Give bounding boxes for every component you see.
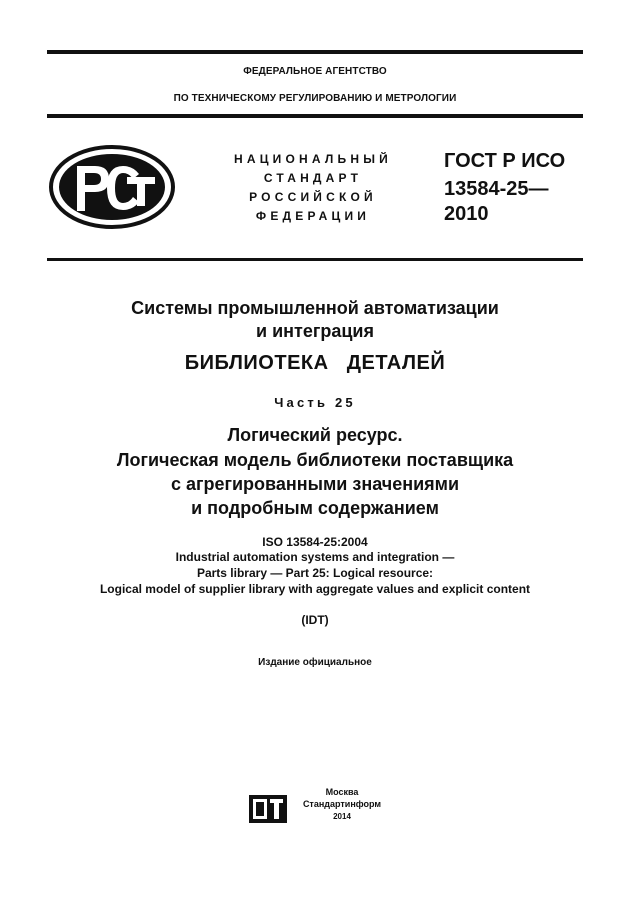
gost-designation-line-2: 13584-25— (444, 178, 549, 200)
part-title-line-4: и подробным содержанием (191, 498, 439, 518)
subtitle: БИБЛИОТЕКА ДЕТАЛЕЙ (184, 352, 446, 374)
standard-type-line-1: НАЦИОНАЛЬНЫЙ (233, 152, 393, 166)
rst-mark-icon (47, 144, 177, 230)
agency-line-1: ФЕДЕРАЛЬНОЕ АГЕНТСТВО (243, 66, 387, 77)
iso-title-line-2: Parts library — Part 25: Logical resource: (196, 566, 434, 580)
main-title-line-2: и интеграция (256, 321, 374, 341)
iso-title-line-3: Logical model of supplier library with aggregate values and explicit content (99, 582, 531, 596)
part-title-line-3: с агрегированными значениями (170, 474, 460, 494)
edition-label: Издание официальное (258, 657, 372, 668)
title-block-rule (47, 258, 583, 261)
standartinform-logo-icon (248, 794, 288, 824)
gost-designation-line-1: ГОСТ Р ИСО (444, 150, 566, 172)
standard-type-line-4: ФЕДЕРАЦИИ (255, 209, 371, 223)
part-title-line-1: Логический ресурс. (227, 425, 403, 445)
iso-title-line-1: Industrial automation systems and integration — (175, 550, 455, 564)
agency-line-2: ПО ТЕХНИЧЕСКОМУ РЕГУЛИРОВАНИЮ И МЕТРОЛОГИИ (173, 93, 457, 104)
gost-designation-line-3: 2010 (444, 203, 489, 225)
publisher-name: Стандартинформ (302, 799, 382, 809)
part-title-line-2: Логическая модель библиотеки поставщика (116, 450, 514, 470)
publisher-city: Москва (325, 787, 359, 797)
idt-label: (IDT) (301, 613, 329, 627)
header-thick-rule (47, 114, 583, 118)
top-thick-rule (47, 50, 583, 54)
iso-number: ISO 13584-25:2004 (262, 535, 368, 549)
publication-year: 2014 (333, 812, 351, 821)
standard-type-line-3: РОССИЙСКОЙ (249, 190, 377, 204)
part-number: Часть 25 (274, 395, 356, 410)
standard-type-line-2: СТАНДАРТ (263, 171, 363, 185)
main-title-line-1: Системы промышленной автоматизации (131, 298, 499, 318)
